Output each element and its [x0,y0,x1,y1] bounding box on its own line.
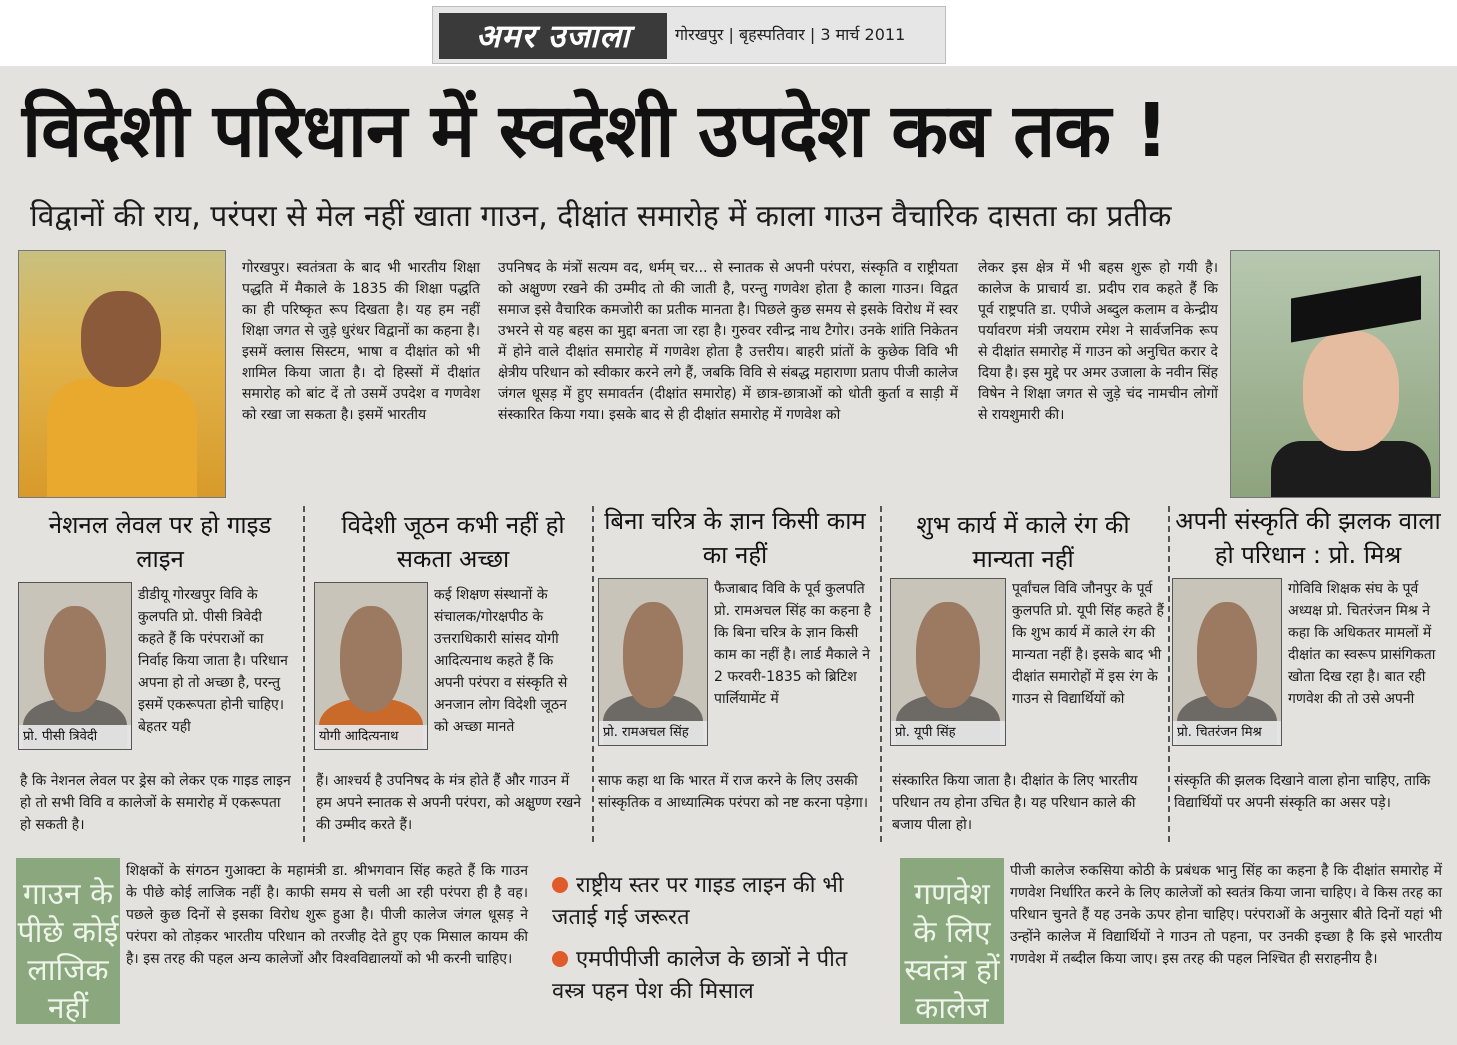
box-label-no-logic: गाउन के पीछे कोई लाजिक नहीं [16,858,120,1024]
portrait-yogi-adityanath [314,582,428,750]
face-shape [623,602,683,708]
face-shape [340,606,403,712]
portrait-ramachal-singh [598,578,708,746]
section-4-title: शुभ कार्य में काले रंग की मान्यता नहीं [916,511,1130,573]
column-divider [880,506,882,842]
section-2-title: विदेशी जूठन कभी नहीं हो सकता अच्छा [341,511,565,573]
yellow-kurta-shape [47,379,197,498]
section-1-side-text: डीडीयू गोरखपुर विवि के कुलपति प्रो. पीसी त्रिवेदी कहते हैं कि परंपराओं का निर्वाह किया जाता है। परिधान अपना हो तो अच्छा है, परन्तु इसमें एकरूपता होनी चाहिए। बेहतर यही [138,587,288,735]
box-label-college-freedom: गणवेश के लिए स्वतंत्र हों कालेज [900,858,1004,1024]
graduate-photo [1230,250,1440,498]
section-1-bottom-text: है कि नेशनल लेवल पर ड्रेस को लेकर एक गाइड लाइन हो तो सभी विवि व कालेजों के समारोह में एकरूपता हो सकती है। [20,773,291,833]
section-2-side-text: कई शिक्षण संस्थानों के संचालक/गोरक्षपीठ के उत्तराधिकारी सांसद योगी आदित्यनाथ कहते हैं कि अपनी परंपरा व संस्कृति से अनजान लोग विदेशी जूठन को अच्छा मानते [434,587,568,735]
portrait-caption: प्रो. चितरंजन मिश्र [1173,721,1281,745]
bullet-dot-icon [552,877,568,893]
intro-column-2: उपनिषद के मंत्रों सत्यम वद, धर्मम् चर... से स्नातक से अपनी परंपरा, संस्कृति व राष्ट्रीयता को अक्षुण्ण रखने की उम्मीद तो की जाती है, परन्तु गणवेश होता है काला गाउन। विद्वत समाज इसे वैचारिक कमजोरी का प्रतीक मानता है। पिछले कुछ समय से इसके विरोध में स्वर उभरने से यह बहस का मुद्दा बनता जा रहा है। गुरुवर रवीन्द्र नाथ टैगोर। उनके शांति निकेतन में होने वाले दीक्षांत समारोह में गणवेश होता है उत्तरीय। बाहरी प्रांतों के कुछेक विवि भी क्षेत्रीय परिधान को स्वीकार करने लगे हैं, जबकि विवि से संबद्ध महाराणा प्रताप पीजी कालेज जंगल धूसड़ में हुए समावर्तन (दीक्षांत समारोह) में छात्र-छात्राओं को धोती कुर्ता व साड़ी में संस्कारित किया गया। इसके बाद से ही दीक्षांत समारोह में गणवेश को [498,260,958,423]
section-5-side-text: गोविवि शिक्षक संघ के पूर्व अध्यक्ष प्रो. चितरंजन मिश्र ने कहा कि अधिकतर मामलों में दीक्षांत का स्वरूप प्रासंगिकता खोता दिख रहा है। बात रही गणवेश की तो उसे अपनी [1288,581,1436,707]
column-divider [1168,506,1170,842]
section-3-side-text: फैजाबाद विवि के पूर्व कुलपति प्रो. रामअचल सिंह का कहना है कि बिना चरित्र के ज्ञान किसी काम का नहीं है। लार्ड मैकाले ने 2 फरवरी-1835 को ब्रिटिश पार्लियामेंट में [714,581,872,707]
bottom-right-text: पीजी कालेज रुकसिया कोठी के प्रबंधक भानु सिंह का कहना है कि दीक्षांत समारोह में गणवेश निर्धारित करने के लिए कालेजों को स्वतंत्र किया जाना चाहिए। वे किस तरह का परिधान चुनते हैं यह उनके ऊपर होना चाहिए। परंपराओं के अनुसार बीते दिनों यहां भी उन्होंने कालेज में विद्यार्थियों ने गाउन तो पहना, पर उनकी इच्छा है कि इसे भारतीय गणवेश में तब्दील किया जाए। इस तरह की पहल निश्चित ही सराहनीय है। [1010,863,1442,967]
section-1-title: नेशनल लेवल पर हो गाइड लाइन [48,511,272,573]
portrait-up-singh [890,578,1006,746]
section-4-side-text: पूर्वांचल विवि जौनपुर के पूर्व कुलपति प्रो. यूपी सिंह कहते हैं कि शुभ कार्य में काले रंग की मान्यता नहीं है। इसके बाद भी दीक्षांत समारोहों में इस रंग के गाउन से विद्यार्थियों को [1012,581,1164,707]
subheadline: विद्वानों की राय, परंपरा से मेल नहीं खाता गाउन, दीक्षांत समारोह में काला गाउन वैचारिक दासता का प्रतीक [30,199,1172,234]
section-3-bottom-text: साफ कहा था कि भारत में राज करने के लिए उसकी सांस्कृतिक व आध्यात्मिक परंपरा को नष्ट करना पड़ेगा। [598,773,869,811]
masthead [432,6,946,64]
newspaper-logo: अमर उजाला [439,13,667,59]
highlight-1: राष्ट्रीय स्तर पर गाइड लाइन की भी जताई गई जरूरत [552,873,844,930]
headline: विदेशी परिधान में स्वदेशी उपदेश कब तक ! [22,88,1168,174]
face-shape [916,602,980,708]
portrait-chitranjan-mishra [1172,578,1282,746]
highlight-2: एमपीपीजी कालेज के छात्रों ने पीत वस्त्र पहन पेश की मिसाल [552,947,848,1004]
bullet-dot-icon [552,951,568,967]
edition-date: गोरखपुर | बृहस्पतिवार | 3 मार्च 2011 [675,25,906,44]
section-5-title: अपनी संस्कृति की झलक वाला हो परिधान : प्रो. मिश्र [1175,507,1441,569]
student-face-shape [81,291,161,387]
column-divider [592,506,594,842]
bottom-left-text: शिक्षकों के संगठन गुआक्टा के महामंत्री डा. श्रीभगवान सिंह कहते हैं कि गाउन के पीछे कोई लाजिक नहीं है। काफी समय से चली आ रही परंपरा ही है वह। पछले कुछ दिनों से इसका विरोध शुरू हुआ है। पीजी कालेज जंगल धूसड़ ने परंपरा को तोड़कर भारतीय परिधान को तरजीह देते हुए एक मिसाल कायम की है। इस तरह की पहल अन्य कालेजों और विश्वविद्यालयों को भी करनी चाहिए। [126,863,528,967]
graduate-face-shape [1303,331,1399,451]
intro-column-1: गोरखपुर। स्वतंत्रता के बाद भी भारतीय शिक्षा पद्धति में मैकाले के 1835 की शिक्षा पद्धति का ही परिष्कृत रूप दिखता है। यह हम नहीं शिक्षा जगत से जुड़े धुरंधर विद्वानों का कहना है। इसमें क्लास सिस्टम, भाषा व दीक्षांत को भी शामिल किया जाता है। दो हिस्सों में दीक्षांत समारोह को बांट दें तो उसमें उपदेश व गणवेश को रखा जा सकता है। इसमें भारतीय [242,260,480,423]
intro-column-3: लेकर इस क्षेत्र में भी बहस शुरू हो गयी है। कालेज के प्राचार्य डा. प्रदीप राव कहते हैं कि पूर्व राष्ट्रपति डा. एपीजे अब्दुल कलाम व केन्द्रीय पर्यावरण मंत्री जयराम रमेश ने सार्वजनिक रूप से दीक्षांत समारोह में गाउन को अनुचित करार दे दिया है। इस मुद्दे पर अमर उजाला के नवीन सिंह विषेन ने शिक्षा जगत से जुड़े चंद नामचीन लोगों से रायशुमारी की। [978,260,1218,423]
section-2-bottom-text: हैं। आश्चर्य है उपनिषद के मंत्र होते हैं और गाउन में हम अपने स्नातक से अपनी परंपरा, को अक्षुण्ण रखने की उम्मीद करते हैं। [316,773,582,833]
section-5-bottom-text: संस्कृति की झलक दिखाने वाला होना चाहिए, ताकि विद्यार्थियों पर अपनी संस्कृति का असर पड़े। [1174,773,1431,811]
student-photo [18,250,226,498]
portrait-pc-trivedi [18,582,132,750]
portrait-caption: प्रो. रामअचल सिंह [599,721,707,745]
portrait-caption: प्रो. यूपी सिंह [891,721,1005,745]
face-shape [44,606,107,712]
column-divider [303,506,305,842]
portrait-caption: प्रो. पीसी त्रिवेदी [19,725,131,749]
section-4-bottom-text: संस्कारित किया जाता है। दीक्षांत के लिए भारतीय परिधान तय होना उचित है। यह परिधान काले की बजाय पीला हो। [892,773,1138,833]
portrait-caption: योगी आदित्यनाथ [315,725,427,749]
face-shape [1197,602,1257,708]
section-3-title: बिना चरित्र के ज्ञान किसी काम का नहीं [604,507,866,569]
